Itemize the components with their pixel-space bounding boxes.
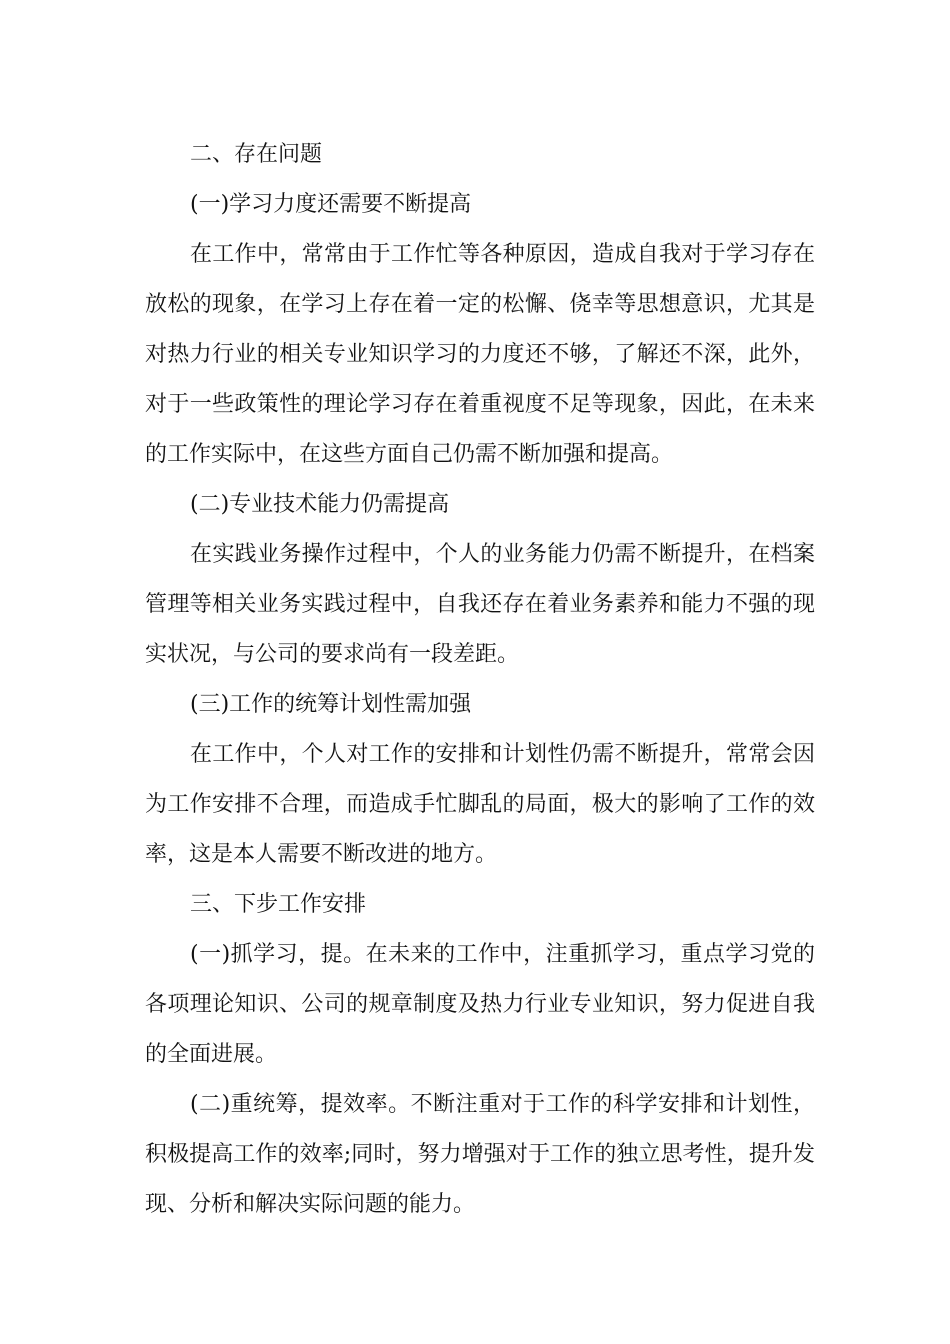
- section-heading-problems: 二、存在问题: [190, 142, 323, 167]
- paragraph-next-step-efficiency: (二)重统筹，提效率。不断注重对于工作的科学安排和计划性，积极提高工作的效率;同时，努力增强对于工作的独立思考性，提升发现、分析和解决实际问题的能力。: [145, 1092, 815, 1217]
- subheading-planning: (三)工作的统筹计划性需加强: [190, 692, 472, 717]
- subheading-technical-ability: (二)专业技术能力仍需提高: [190, 492, 450, 517]
- paragraph-technical-ability: 在实践业务操作过程中，个人的业务能力仍需不断提升，在档案管理等相关业务实践过程中，自我还存在着业务素养和能力不强的现实状况，与公司的要求尚有一段差距。: [145, 542, 815, 667]
- paragraph-planning: 在工作中，个人对工作的安排和计划性仍需不断提升，常常会因为工作安排不合理，而造成手忙脚乱的局面，极大的影响了工作的效率，这是本人需要不断改进的地方。: [145, 742, 815, 867]
- paragraph-next-step-learning: (一)抓学习，提。在未来的工作中，注重抓学习，重点学习党的各项理论知识、公司的规章制度及热力行业专业知识，努力促进自我的全面进展。: [145, 942, 815, 1067]
- section-heading-next-steps: 三、下步工作安排: [190, 892, 367, 917]
- subheading-learning: (一)学习力度还需要不断提高: [190, 192, 472, 217]
- paragraph-learning: 在工作中，常常由于工作忙等各种原因，造成自我对于学习存在放松的现象，在学习上存在着一定的松懈、侥幸等思想意识，尤其是对热力行业的相关专业知识学习的力度还不够，了解还不深，此外，对于一些政策性的理论学习存在着重视度不足等现象，因此，在未来的工作实际中，在这些方面自己仍需不断加强和提高。: [145, 242, 815, 467]
- document-body: [145, 130, 815, 1230]
